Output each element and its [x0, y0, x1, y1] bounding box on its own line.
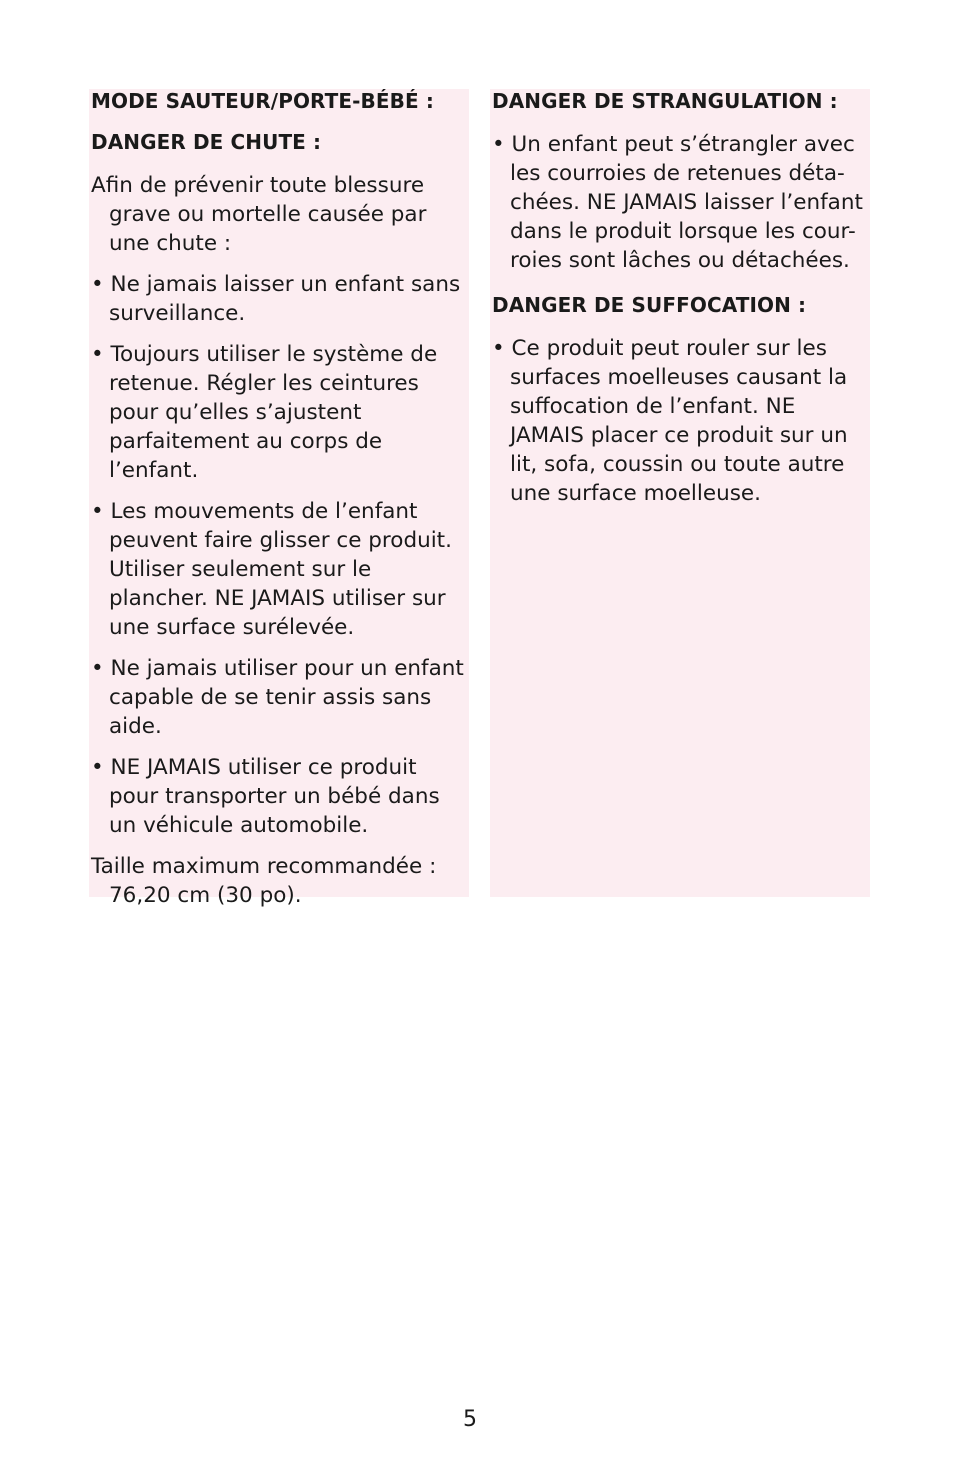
heading-jumper-carrier-mode: MODE SAUTEUR/PORTE-BÉBÉ : [91, 89, 434, 113]
strangulation-bullet-1: • Un enfant peut s’étrangler avec les courroies de retenues déta-chées. NE JAMAIS laisser l’enfant dans le produit lorsque les cour-roies sont lâches ou détachées. [492, 132, 863, 273]
fall-bullet-4: • Ne jamais utiliser pour un enfant capable de se tenir assis sans aide. [91, 656, 464, 739]
fall-bullet-3: • Les mouvements de l’enfant peuvent faire glisser ce produit. Utiliser seulement sur le plancher. NE JAMAIS utiliser sur une surface surélevée. [91, 499, 452, 640]
suffocation-bullet-1: • Ce produit peut rouler sur les surfaces moelleuses causant la suffocation de l’enfant. NE JAMAIS placer ce produit sur un lit, sofa, coussin ou toute autre une surface moelleuse. [492, 336, 848, 506]
fall-bullet-5: • NE JAMAIS utiliser ce produit pour transporter un bébé dans un véhicule automobile. [91, 755, 440, 838]
max-size-text: Taille maximum recommandée : 76,20 cm (30 po). [91, 854, 437, 908]
heading-suffocation-hazard: DANGER DE SUFFOCATION : [492, 293, 807, 317]
fall-bullet-2: • Toujours utiliser le système de retenue. Régler les ceintures pour qu’elles s’ajustent parfaitement au corps de l’enfant. [91, 342, 438, 483]
left-warning-panel [89, 89, 469, 908]
heading-fall-hazard: DANGER DE CHUTE : [91, 130, 322, 154]
right-warning-panel [490, 89, 870, 897]
fall-intro-text: Afin de prévenir toute blessure grave ou mortelle causée par une chute : [91, 173, 427, 256]
heading-strangulation-hazard: DANGER DE STRANGULATION : [492, 89, 838, 113]
fall-bullet-1: • Ne jamais laisser un enfant sans surveillance. [91, 272, 461, 326]
page-number: 5 [463, 1407, 477, 1432]
